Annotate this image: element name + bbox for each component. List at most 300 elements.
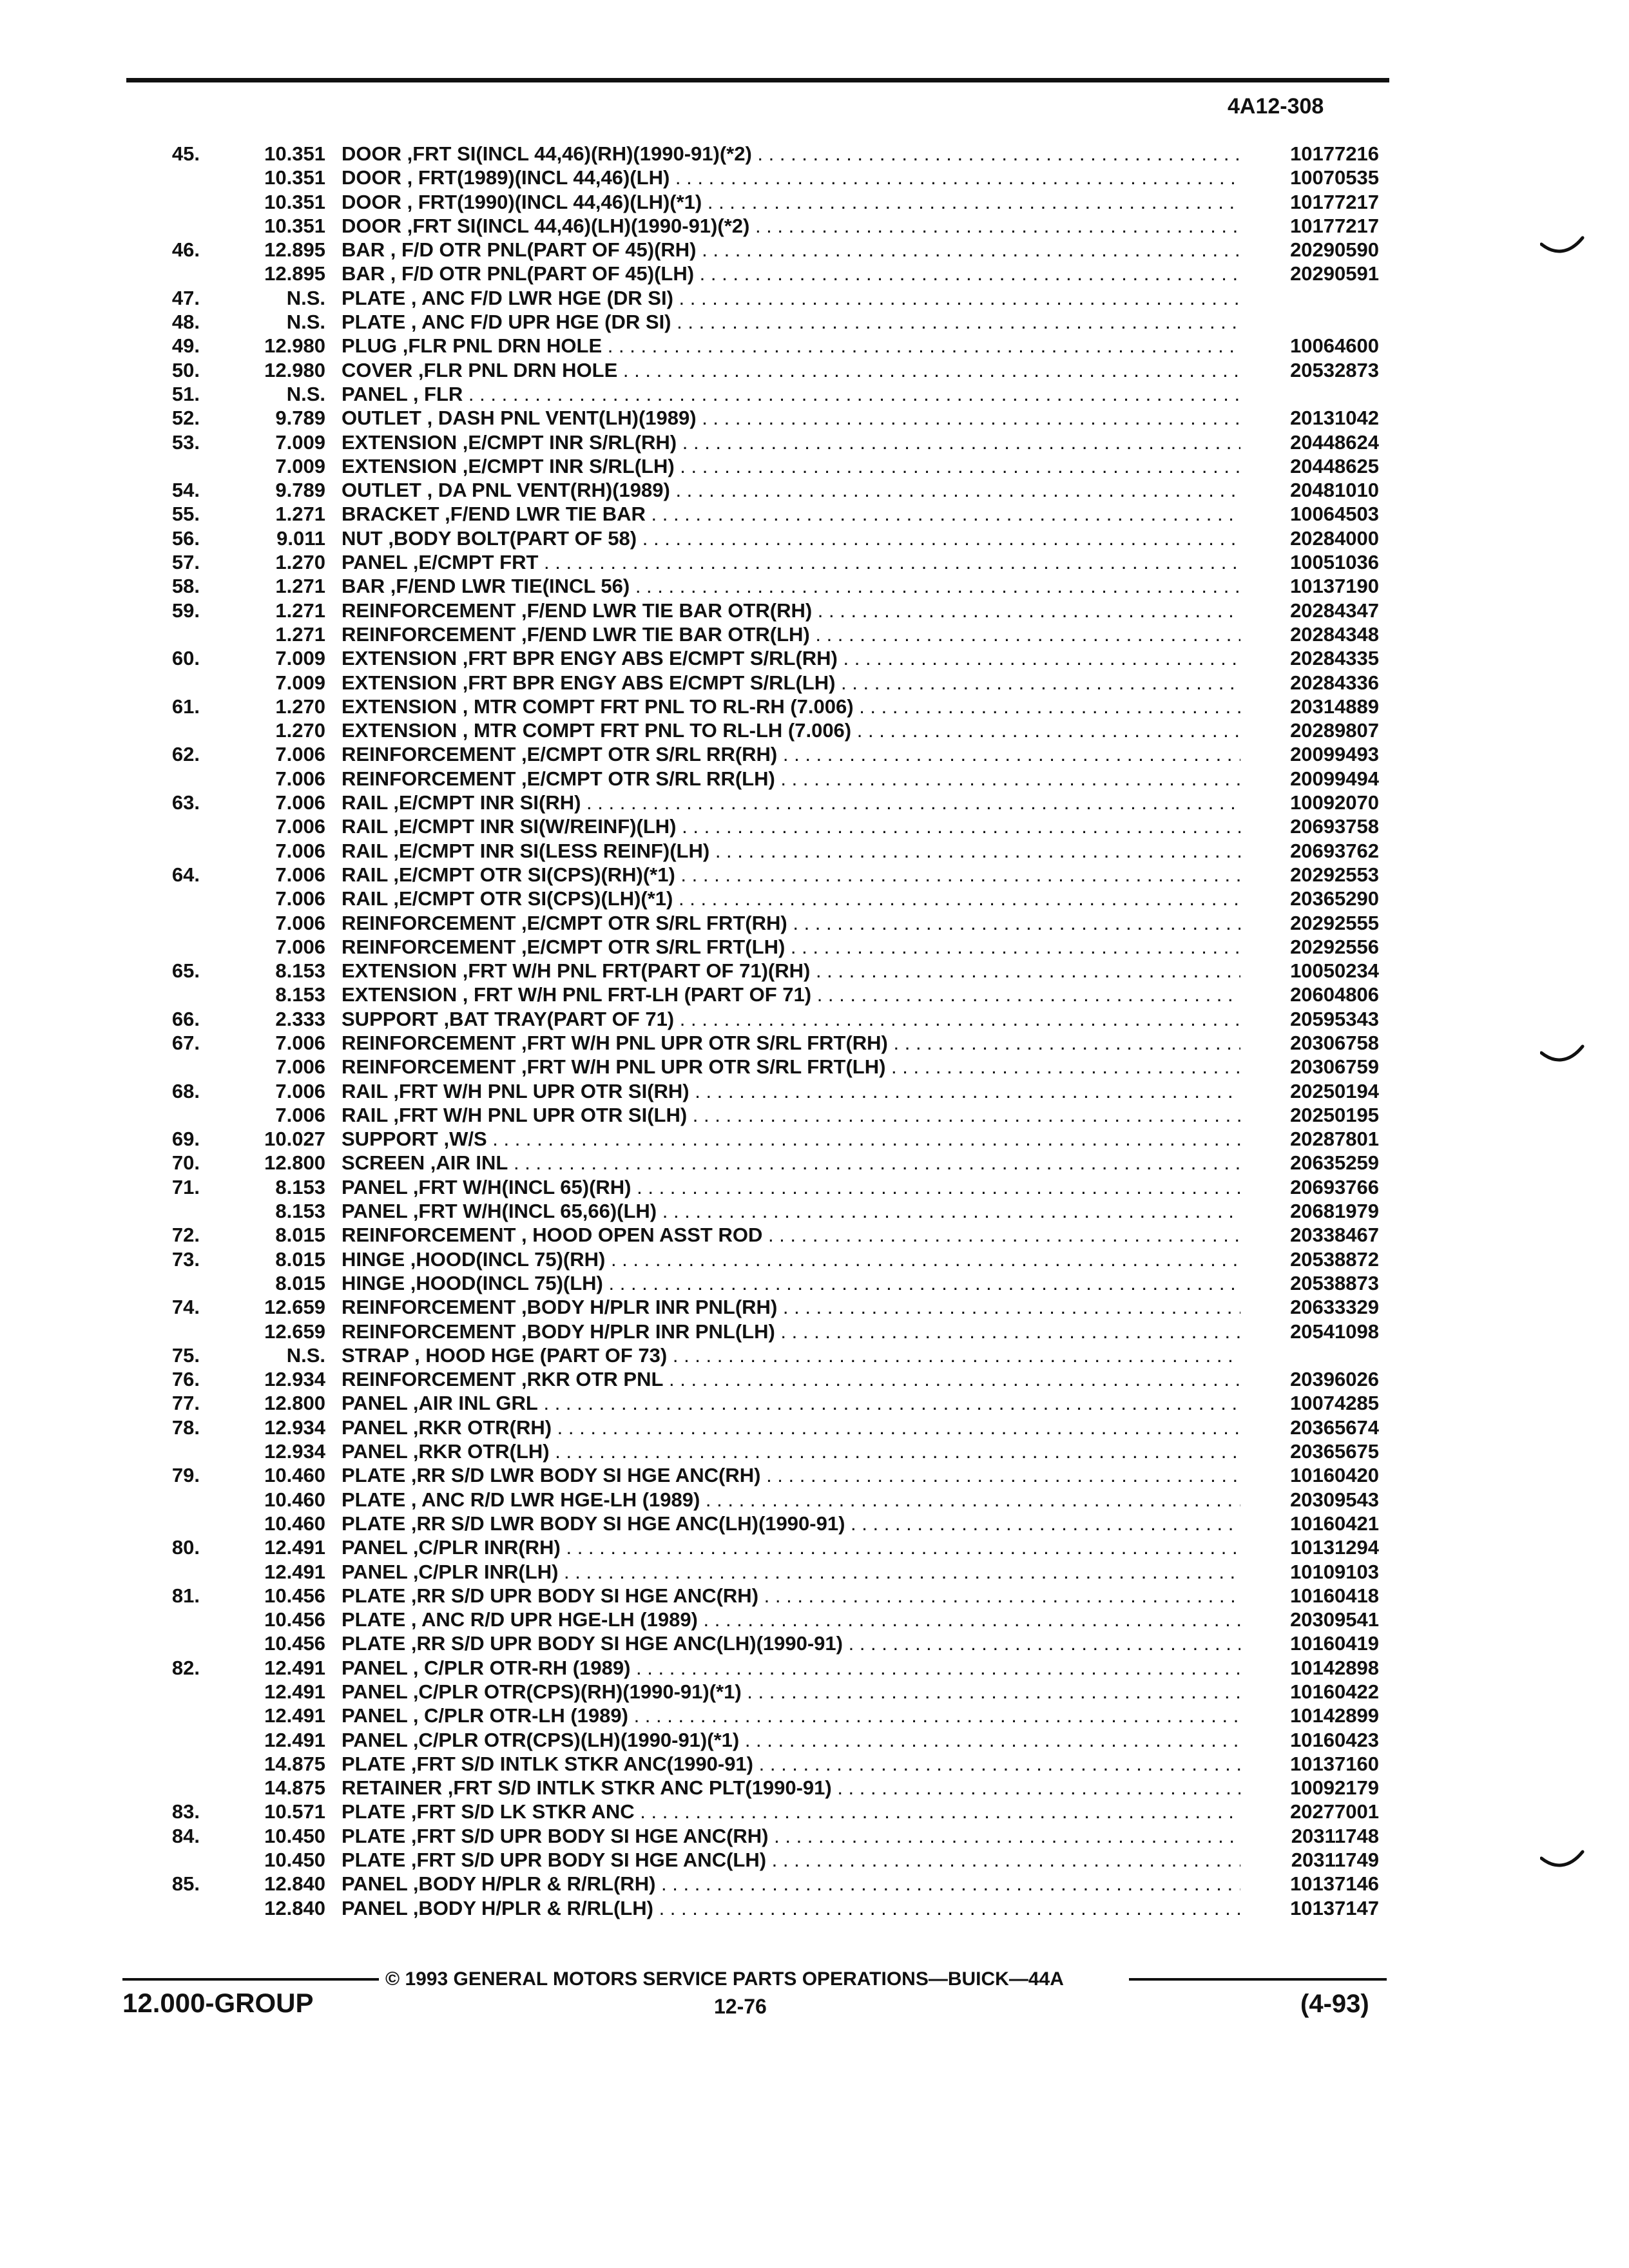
part-description: BAR ,F/END LWR TIE(INCL 56) . . . bbox=[342, 574, 1240, 598]
parts-row bbox=[0, 238, 1629, 262]
part-number: 20365674 bbox=[1290, 1416, 1379, 1439]
ref-number: 71. bbox=[171, 1175, 200, 1198]
parts-row bbox=[0, 1872, 1629, 1896]
parts-row bbox=[0, 1800, 1629, 1823]
part-number: 10177217 bbox=[1290, 214, 1379, 237]
section-number: 1.270 bbox=[275, 719, 325, 742]
section-number: 7.009 bbox=[275, 647, 325, 670]
part-description: PANEL ,RKR OTR(RH) . . . bbox=[342, 1416, 1240, 1439]
section-number: 12.980 bbox=[264, 358, 325, 381]
parts-row bbox=[0, 142, 1629, 166]
ref-number: 77. bbox=[171, 1392, 200, 1415]
parts-row bbox=[0, 983, 1629, 1006]
parts-row bbox=[0, 1416, 1629, 1439]
parts-row bbox=[0, 1535, 1629, 1559]
part-description: COVER ,FLR PNL DRN HOLE . . . bbox=[342, 358, 1240, 382]
section-number: 1.271 bbox=[275, 503, 325, 526]
section-number: 10.450 bbox=[264, 1849, 325, 1872]
part-number: 10160421 bbox=[1290, 1512, 1379, 1535]
parts-row bbox=[0, 310, 1629, 334]
parts-row bbox=[0, 742, 1629, 766]
ref-number: 76. bbox=[171, 1368, 200, 1391]
section-number: 10.351 bbox=[264, 190, 325, 213]
parts-row bbox=[0, 863, 1629, 887]
part-description: RAIL ,FRT W/H PNL UPR OTR SI(LH) . . . bbox=[342, 1103, 1240, 1127]
section-number: 7.006 bbox=[275, 1055, 325, 1079]
parts-row bbox=[0, 1560, 1629, 1584]
parts-row bbox=[0, 382, 1629, 406]
section-number: 12.491 bbox=[264, 1704, 325, 1727]
parts-row bbox=[0, 1608, 1629, 1631]
ref-number: 62. bbox=[171, 743, 200, 766]
parts-row bbox=[0, 1680, 1629, 1704]
section-number: 12.934 bbox=[264, 1416, 325, 1439]
parts-row bbox=[0, 695, 1629, 718]
part-description: PLATE ,FRT S/D UPR BODY SI HGE ANC(LH) . . . bbox=[342, 1848, 1240, 1872]
part-description: PANEL , C/PLR OTR-RH (1989) . . . bbox=[342, 1656, 1240, 1680]
section-number: 7.006 bbox=[275, 1079, 325, 1102]
part-description: PANEL ,FRT W/H(INCL 65)(RH) . . . bbox=[342, 1175, 1240, 1199]
section-number: 9.011 bbox=[276, 526, 325, 550]
ref-number: 60. bbox=[171, 647, 200, 670]
part-number: 10050234 bbox=[1290, 959, 1379, 983]
part-number: 20292553 bbox=[1290, 863, 1379, 886]
revision-date: (4-93) bbox=[1300, 1990, 1369, 2018]
part-number: 20338467 bbox=[1290, 1224, 1379, 1247]
section-number: 12.934 bbox=[264, 1440, 325, 1463]
part-description: STRAP , HOOD HGE (PART OF 73) . . . bbox=[342, 1343, 1240, 1367]
part-number: 10160420 bbox=[1290, 1464, 1379, 1487]
top-rule bbox=[126, 78, 1389, 82]
margin-mark bbox=[1540, 1044, 1585, 1070]
part-number: 10142899 bbox=[1290, 1704, 1379, 1727]
part-description: PANEL ,C/PLR OTR(CPS)(LH)(1990-91)(*1) . . . bbox=[342, 1728, 1240, 1752]
part-number: 10160423 bbox=[1290, 1728, 1379, 1751]
part-number: 20292556 bbox=[1290, 935, 1379, 958]
section-number: 12.840 bbox=[264, 1896, 325, 1919]
part-number: 10051036 bbox=[1290, 551, 1379, 574]
ref-number: 80. bbox=[171, 1536, 200, 1559]
part-description: SCREEN ,AIR INL . . . bbox=[342, 1151, 1240, 1175]
section-number: 12.659 bbox=[264, 1296, 325, 1319]
part-description: RAIL ,E/CMPT OTR SI(CPS)(RH)(*1) . . . bbox=[342, 863, 1240, 887]
parts-row bbox=[0, 1031, 1629, 1055]
ref-number: 61. bbox=[171, 695, 200, 718]
part-description: RETAINER ,FRT S/D INTLK STKR ANC PLT(1990-91) . . . bbox=[342, 1776, 1240, 1800]
part-number: 20284347 bbox=[1290, 599, 1379, 622]
part-description: PANEL ,RKR OTR(LH) . . . bbox=[342, 1439, 1240, 1463]
part-description: OUTLET , DASH PNL VENT(LH)(1989) . . . bbox=[342, 406, 1240, 430]
parts-row bbox=[0, 1151, 1629, 1175]
part-number: 10074285 bbox=[1290, 1392, 1379, 1415]
part-description: REINFORCEMENT , HOOD OPEN ASST ROD . . . bbox=[342, 1223, 1240, 1247]
part-number: 10177217 bbox=[1290, 190, 1379, 213]
parts-row bbox=[0, 718, 1629, 742]
part-number: 20309543 bbox=[1290, 1488, 1379, 1511]
part-number: 10160422 bbox=[1290, 1680, 1379, 1703]
parts-row bbox=[0, 646, 1629, 670]
part-description: REINFORCEMENT ,FRT W/H PNL UPR OTR S/RL FRT(RH) . . . bbox=[342, 1031, 1240, 1055]
ref-number: 50. bbox=[171, 358, 200, 381]
part-number: 20284336 bbox=[1290, 671, 1379, 694]
part-number: 20538872 bbox=[1290, 1247, 1379, 1271]
part-description: NUT ,BODY BOLT(PART OF 58) . . . bbox=[342, 526, 1240, 550]
part-number: 20250194 bbox=[1290, 1079, 1379, 1102]
section-number: 8.153 bbox=[275, 959, 325, 983]
part-number: 20365675 bbox=[1290, 1440, 1379, 1463]
parts-row bbox=[0, 1656, 1629, 1680]
ref-number: 48. bbox=[171, 311, 200, 334]
ref-number: 53. bbox=[171, 430, 200, 454]
section-number: 12.800 bbox=[264, 1151, 325, 1175]
parts-row bbox=[0, 1127, 1629, 1151]
part-number: 20284000 bbox=[1290, 526, 1379, 550]
part-description: EXTENSION ,FRT BPR ENGY ABS E/CMPT S/RL(LH) . . . bbox=[342, 671, 1240, 695]
ref-number: 84. bbox=[171, 1824, 200, 1847]
parts-row bbox=[0, 1512, 1629, 1535]
part-description: PANEL ,FRT W/H(INCL 65,66)(LH) . . . bbox=[342, 1199, 1240, 1223]
part-number: 20448625 bbox=[1290, 454, 1379, 477]
parts-row bbox=[0, 767, 1629, 791]
part-number: 20604806 bbox=[1290, 983, 1379, 1006]
parts-row bbox=[0, 1439, 1629, 1463]
part-number: 20681979 bbox=[1290, 1200, 1379, 1223]
section-number: 7.006 bbox=[275, 935, 325, 958]
part-number: 20633329 bbox=[1290, 1296, 1379, 1319]
part-description: REINFORCEMENT ,E/CMPT OTR S/RL RR(RH) . . . bbox=[342, 742, 1240, 766]
parts-row bbox=[0, 1271, 1629, 1295]
part-number: 20306759 bbox=[1290, 1055, 1379, 1079]
parts-row bbox=[0, 1488, 1629, 1512]
part-number: 20693758 bbox=[1290, 815, 1379, 838]
section-number: N.S. bbox=[286, 286, 325, 309]
part-number: 10064600 bbox=[1290, 334, 1379, 358]
part-description: EXTENSION , MTR COMPT FRT PNL TO RL-LH (7.006) . . . bbox=[342, 718, 1240, 742]
part-description: PLATE , ANC R/D LWR HGE-LH (1989) . . . bbox=[342, 1488, 1240, 1512]
page-code: 4A12-308 bbox=[1228, 94, 1324, 119]
part-description: RAIL ,FRT W/H PNL UPR OTR SI(RH) . . . bbox=[342, 1079, 1240, 1103]
section-number: 12.895 bbox=[264, 262, 325, 285]
part-description: PANEL ,BODY H/PLR & R/RL(RH) . . . bbox=[342, 1872, 1240, 1896]
part-description: REINFORCEMENT ,F/END LWR TIE BAR OTR(RH) . . . bbox=[342, 599, 1240, 622]
section-number: 9.789 bbox=[275, 479, 325, 502]
parts-row bbox=[0, 1007, 1629, 1031]
parts-row bbox=[0, 406, 1629, 430]
part-number: 10137146 bbox=[1290, 1872, 1379, 1896]
part-number: 20311749 bbox=[1291, 1849, 1379, 1872]
part-number: 20635259 bbox=[1290, 1151, 1379, 1175]
ref-number: 85. bbox=[171, 1872, 200, 1896]
part-description: RAIL ,E/CMPT INR SI(LESS REINF)(LH) . . . bbox=[342, 839, 1240, 863]
section-number: 7.006 bbox=[275, 839, 325, 862]
part-description: EXTENSION , FRT W/H PNL FRT-LH (PART OF 71) . . . bbox=[342, 983, 1240, 1006]
part-number: 10064503 bbox=[1290, 503, 1379, 526]
part-description: OUTLET , DA PNL VENT(RH)(1989) . . . bbox=[342, 478, 1240, 502]
part-description: RAIL ,E/CMPT INR SI(RH) . . . bbox=[342, 791, 1240, 814]
group-label: 12.000-GROUP bbox=[122, 1988, 314, 2018]
section-number: 7.009 bbox=[275, 671, 325, 694]
ref-number: 72. bbox=[171, 1224, 200, 1247]
ref-number: 52. bbox=[171, 407, 200, 430]
section-number: 7.006 bbox=[275, 743, 325, 766]
parts-row bbox=[0, 550, 1629, 574]
parts-row bbox=[0, 1103, 1629, 1127]
section-number: 1.271 bbox=[275, 575, 325, 598]
section-number: 14.875 bbox=[264, 1752, 325, 1775]
footer-rule-left bbox=[122, 1978, 379, 1981]
part-description: PANEL ,C/PLR INR(LH) . . . bbox=[342, 1560, 1240, 1584]
part-description: DOOR ,FRT SI(INCL 44,46)(RH)(1990-91)(*2) . . . bbox=[342, 142, 1240, 166]
section-number: 7.006 bbox=[275, 767, 325, 790]
parts-list bbox=[0, 142, 1629, 1920]
part-description: PLATE ,FRT S/D LK STKR ANC . . . bbox=[342, 1800, 1240, 1823]
ref-number: 49. bbox=[171, 334, 200, 358]
parts-row bbox=[0, 599, 1629, 622]
part-number: 20309541 bbox=[1290, 1608, 1379, 1631]
part-description: PLATE ,RR S/D UPR BODY SI HGE ANC(LH)(1990-91) . . . bbox=[342, 1631, 1240, 1655]
page-number: 12-76 bbox=[714, 1995, 767, 2018]
ref-number: 45. bbox=[171, 142, 200, 165]
part-description: PANEL ,BODY H/PLR & R/RL(LH) . . . bbox=[342, 1896, 1240, 1920]
ref-number: 59. bbox=[171, 599, 200, 622]
section-number: 8.153 bbox=[275, 1175, 325, 1198]
ref-number: 73. bbox=[171, 1247, 200, 1271]
part-description: PLATE , ANC F/D LWR HGE (DR SI) . . . bbox=[342, 286, 1240, 310]
parts-row bbox=[0, 1776, 1629, 1800]
part-description: SUPPORT ,W/S . . . bbox=[342, 1127, 1240, 1151]
ref-number: 81. bbox=[171, 1584, 200, 1607]
part-number: 10109103 bbox=[1290, 1560, 1379, 1583]
part-number: 10137147 bbox=[1290, 1896, 1379, 1919]
part-number: 10160418 bbox=[1290, 1584, 1379, 1607]
ref-number: 70. bbox=[171, 1151, 200, 1175]
part-number: 20595343 bbox=[1290, 1007, 1379, 1030]
parts-row bbox=[0, 911, 1629, 935]
ref-number: 51. bbox=[171, 382, 200, 405]
section-number: 10.351 bbox=[264, 142, 325, 165]
part-description: EXTENSION ,E/CMPT INR S/RL(RH) . . . bbox=[342, 430, 1240, 454]
part-number: 20131042 bbox=[1290, 407, 1379, 430]
section-number: 12.840 bbox=[264, 1872, 325, 1896]
margin-mark bbox=[1540, 235, 1585, 261]
section-number: 7.009 bbox=[275, 454, 325, 477]
ref-number: 69. bbox=[171, 1128, 200, 1151]
section-number: 10.450 bbox=[264, 1824, 325, 1847]
part-description: RAIL ,E/CMPT INR SI(W/REINF)(LH) . . . bbox=[342, 814, 1240, 838]
part-number: 10160419 bbox=[1290, 1632, 1379, 1655]
parts-row bbox=[0, 1463, 1629, 1487]
section-number: 12.659 bbox=[264, 1320, 325, 1343]
part-number: 20290590 bbox=[1290, 238, 1379, 262]
parts-row bbox=[0, 1320, 1629, 1343]
section-number: 10.351 bbox=[264, 166, 325, 189]
ref-number: 63. bbox=[171, 791, 200, 814]
part-number: 20314889 bbox=[1290, 695, 1379, 718]
section-number: 12.491 bbox=[264, 1680, 325, 1703]
part-number: 20290591 bbox=[1290, 262, 1379, 285]
ref-number: 46. bbox=[171, 238, 200, 262]
margin-mark bbox=[1540, 1849, 1585, 1875]
section-number: 12.491 bbox=[264, 1656, 325, 1679]
part-number: 20292555 bbox=[1290, 911, 1379, 934]
parts-row bbox=[0, 959, 1629, 983]
part-description: EXTENSION ,E/CMPT INR S/RL(LH) . . . bbox=[342, 454, 1240, 478]
ref-number: 64. bbox=[171, 863, 200, 886]
section-number: 7.006 bbox=[275, 791, 325, 814]
parts-row bbox=[0, 502, 1629, 526]
parts-row bbox=[0, 1199, 1629, 1223]
parts-row bbox=[0, 1223, 1629, 1247]
part-number: 10142898 bbox=[1290, 1656, 1379, 1679]
part-number: 20532873 bbox=[1290, 358, 1379, 381]
section-number: 1.271 bbox=[275, 599, 325, 622]
ref-number: 54. bbox=[171, 479, 200, 502]
parts-row bbox=[0, 1728, 1629, 1752]
part-number: 20311748 bbox=[1291, 1824, 1379, 1847]
parts-row bbox=[0, 430, 1629, 454]
section-number: N.S. bbox=[286, 311, 325, 334]
part-number: 20481010 bbox=[1290, 479, 1379, 502]
parts-row bbox=[0, 1631, 1629, 1655]
ref-number: 75. bbox=[171, 1343, 200, 1367]
part-number: 10092179 bbox=[1290, 1776, 1379, 1800]
ref-number: 78. bbox=[171, 1416, 200, 1439]
part-description: HINGE ,HOOD(INCL 75)(LH) . . . bbox=[342, 1271, 1240, 1295]
section-number: 7.006 bbox=[275, 1103, 325, 1126]
ref-number: 55. bbox=[171, 503, 200, 526]
part-description: PLATE , ANC R/D UPR HGE-LH (1989) . . . bbox=[342, 1608, 1240, 1631]
part-number: 20541098 bbox=[1290, 1320, 1379, 1343]
parts-row bbox=[0, 574, 1629, 598]
part-number: 20099494 bbox=[1290, 767, 1379, 790]
part-number: 20306758 bbox=[1290, 1031, 1379, 1054]
part-description: DOOR ,FRT SI(INCL 44,46)(LH)(1990-91)(*2) . . . bbox=[342, 214, 1240, 238]
parts-row bbox=[0, 1848, 1629, 1872]
part-description: DOOR , FRT(1990)(INCL 44,46)(LH)(*1) . . . bbox=[342, 190, 1240, 214]
parts-row bbox=[0, 262, 1629, 285]
part-description: BAR , F/D OTR PNL(PART OF 45)(LH) . . . bbox=[342, 262, 1240, 285]
section-number: 10.460 bbox=[264, 1464, 325, 1487]
parts-row bbox=[0, 935, 1629, 959]
parts-row bbox=[0, 358, 1629, 382]
part-description: REINFORCEMENT ,BODY H/PLR INR PNL(LH) . . . bbox=[342, 1320, 1240, 1343]
part-description: PLATE ,FRT S/D INTLK STKR ANC(1990-91) . . . bbox=[342, 1752, 1240, 1776]
ref-number: 68. bbox=[171, 1079, 200, 1102]
parts-row bbox=[0, 166, 1629, 189]
part-description: PANEL , FLR . . . bbox=[342, 382, 1240, 406]
section-number: 10.460 bbox=[264, 1512, 325, 1535]
section-number: 10.460 bbox=[264, 1488, 325, 1511]
part-number: 20287801 bbox=[1290, 1128, 1379, 1151]
section-number: 12.800 bbox=[264, 1392, 325, 1415]
section-number: 12.491 bbox=[264, 1560, 325, 1583]
part-description: EXTENSION ,FRT BPR ENGY ABS E/CMPT S/RL(RH) . . . bbox=[342, 646, 1240, 670]
part-number: 20289807 bbox=[1290, 719, 1379, 742]
part-description: PLATE ,RR S/D UPR BODY SI HGE ANC(RH) . . . bbox=[342, 1584, 1240, 1608]
ref-number: 83. bbox=[171, 1800, 200, 1823]
part-description: PANEL ,C/PLR INR(RH) . . . bbox=[342, 1535, 1240, 1559]
section-number: 8.015 bbox=[275, 1271, 325, 1294]
section-number: 1.270 bbox=[275, 551, 325, 574]
part-description: REINFORCEMENT ,E/CMPT OTR S/RL FRT(RH) . . . bbox=[342, 911, 1240, 935]
copyright-text: © 1993 GENERAL MOTORS SERVICE PARTS OPERATIONS—BUICK—44A bbox=[385, 1968, 1064, 1990]
parts-row bbox=[0, 1752, 1629, 1776]
parts-row bbox=[0, 791, 1629, 814]
part-number: 20099493 bbox=[1290, 743, 1379, 766]
section-number: 8.153 bbox=[275, 983, 325, 1006]
section-number: 7.006 bbox=[275, 887, 325, 910]
ref-number: 67. bbox=[171, 1031, 200, 1054]
parts-row bbox=[0, 622, 1629, 646]
parts-row bbox=[0, 334, 1629, 358]
part-number: 20250195 bbox=[1290, 1103, 1379, 1126]
part-description: HINGE ,HOOD(INCL 75)(RH) . . . bbox=[342, 1247, 1240, 1271]
section-number: 7.006 bbox=[275, 1031, 325, 1054]
section-number: 9.789 bbox=[275, 407, 325, 430]
parts-row bbox=[0, 1824, 1629, 1848]
part-number: 20396026 bbox=[1290, 1368, 1379, 1391]
section-number: 7.006 bbox=[275, 911, 325, 934]
parts-row bbox=[0, 839, 1629, 863]
ref-number: 74. bbox=[171, 1296, 200, 1319]
part-description: BAR , F/D OTR PNL(PART OF 45)(RH) . . . bbox=[342, 238, 1240, 262]
part-description: REINFORCEMENT ,BODY H/PLR INR PNL(RH) . . . bbox=[342, 1295, 1240, 1319]
parts-row bbox=[0, 887, 1629, 910]
section-number: 12.491 bbox=[264, 1728, 325, 1751]
parts-row bbox=[0, 1343, 1629, 1367]
part-number: 20693762 bbox=[1290, 839, 1379, 862]
section-number: 10.351 bbox=[264, 214, 325, 237]
part-description: PLATE , ANC F/D UPR HGE (DR SI) . . . bbox=[342, 310, 1240, 334]
section-number: 2.333 bbox=[275, 1007, 325, 1030]
parts-row bbox=[0, 1175, 1629, 1199]
part-number: 20448624 bbox=[1290, 430, 1379, 454]
part-description: RAIL ,E/CMPT OTR SI(CPS)(LH)(*1) . . . bbox=[342, 887, 1240, 910]
part-description: EXTENSION , MTR COMPT FRT PNL TO RL-RH (7.006) . . . bbox=[342, 695, 1240, 718]
section-number: 14.875 bbox=[264, 1776, 325, 1800]
parts-row bbox=[0, 526, 1629, 550]
part-description: PLATE ,RR S/D LWR BODY SI HGE ANC(LH)(1990-91) . . . bbox=[342, 1512, 1240, 1535]
section-number: 7.009 bbox=[275, 430, 325, 454]
part-number: 10137160 bbox=[1290, 1752, 1379, 1775]
section-number: N.S. bbox=[286, 1343, 325, 1367]
parts-row bbox=[0, 671, 1629, 695]
section-number: 8.153 bbox=[275, 1200, 325, 1223]
part-description: PANEL , C/PLR OTR-LH (1989) . . . bbox=[342, 1704, 1240, 1727]
part-number: 10092070 bbox=[1290, 791, 1379, 814]
part-description: PLATE ,RR S/D LWR BODY SI HGE ANC(RH) . . . bbox=[342, 1463, 1240, 1487]
parts-row bbox=[0, 1247, 1629, 1271]
section-number: 12.491 bbox=[264, 1536, 325, 1559]
parts-row bbox=[0, 814, 1629, 838]
parts-row bbox=[0, 1704, 1629, 1727]
part-number: 20277001 bbox=[1290, 1800, 1379, 1823]
part-description: EXTENSION ,FRT W/H PNL FRT(PART OF 71)(RH) . . . bbox=[342, 959, 1240, 983]
part-description: PLUG ,FLR PNL DRN HOLE . . . bbox=[342, 334, 1240, 358]
part-description: REINFORCEMENT ,E/CMPT OTR S/RL RR(LH) . . . bbox=[342, 767, 1240, 791]
section-number: 7.006 bbox=[275, 815, 325, 838]
section-number: 10.571 bbox=[264, 1800, 325, 1823]
ref-number: 56. bbox=[171, 526, 200, 550]
part-description: PLATE ,FRT S/D UPR BODY SI HGE ANC(RH) . . . bbox=[342, 1824, 1240, 1848]
parts-row bbox=[0, 478, 1629, 502]
parts-row bbox=[0, 1584, 1629, 1608]
footer-rule-right bbox=[1129, 1978, 1387, 1981]
part-description: REINFORCEMENT ,E/CMPT OTR S/RL FRT(LH) . . . bbox=[342, 935, 1240, 959]
section-number: 10.456 bbox=[264, 1632, 325, 1655]
parts-row bbox=[0, 286, 1629, 310]
part-description: DOOR , FRT(1989)(INCL 44,46)(LH) . . . bbox=[342, 166, 1240, 189]
